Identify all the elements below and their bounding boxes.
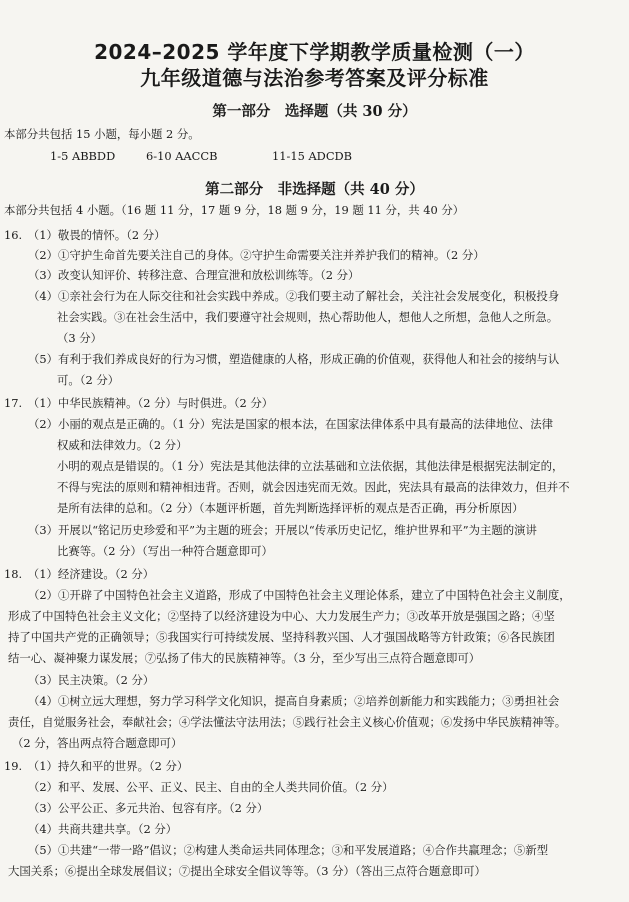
answer-line: 责任，自觉服务社会，奉献社会；④学法懂法守法用法；⑤践行社会主义核心价值观；⑥发扬中华民族精神等。 xyxy=(8,715,567,729)
answer-line: 17. （1）中华民族精神。（2 分）与时俱进。（2 分） xyxy=(4,396,274,410)
answer-line: 权威和法律效力。（2 分） xyxy=(57,438,188,452)
answer-line: （2）①守护生命首先要关注自己的身体。②守护生命需要关注并养护我们的精神。（2 分） xyxy=(28,248,485,262)
part1-intro: 本部分共包括 15 小题，每小题 2 分。 xyxy=(4,127,200,141)
document-title-line1: 2024–2025 学年度下学期教学质量检测（一） xyxy=(94,40,535,64)
part1-answers-6-10: 6-10 AACCB xyxy=(146,149,218,163)
answer-line: （2 分，答出两点符合题意即可） xyxy=(12,736,183,750)
answer-line: 小明的观点是错误的。（1 分）宪法是其他法律的立法基础和立法依据，其他法律是根据宪法制定的， xyxy=(57,459,564,473)
answer-line: 18. （1）经济建设。（2 分） xyxy=(4,567,155,581)
answer-line: 可。（2 分） xyxy=(57,373,120,387)
part1-answers-1-5: 1-5 ABBDD xyxy=(50,149,116,163)
answer-line: （3）改变认知评价、转移注意、合理宣泄和放松训练等。（2 分） xyxy=(28,268,360,282)
answer-line: （3 分） xyxy=(57,331,103,345)
answer-line: （3）公平公正、多元共治、包容有序。（2 分） xyxy=(28,801,269,815)
part2-heading: 第二部分 非选择题（共 40 分） xyxy=(205,181,424,198)
answer-line: （4）共商共建共享。（2 分） xyxy=(28,822,178,836)
document-title-line2: 九年级道德与法治参考答案及评分标准 xyxy=(140,66,489,90)
answer-line: 持了中国共产党的正确领导；⑤我国实行可持续发展、坚持科教兴国、人才强国战略等方针政策；⑥各民族团 xyxy=(8,630,555,644)
answer-line: 19. （1）持久和平的世界。（2 分） xyxy=(4,759,189,773)
answer-line: （2）小丽的观点是正确的。（1 分）宪法是国家的根本法，在国家法律体系中具有最高的法律地位、法律 xyxy=(28,417,553,431)
answer-line: 不得与宪法的原则和精神相违背。否则，就会因违宪而无效。因此，宪法具有最高的法律效力，但并不 xyxy=(57,480,570,494)
answer-line: 16. （1）敬畏的情怀。（2 分） xyxy=(4,228,166,242)
answer-line: （4）①亲社会行为在人际交往和社会实践中养成。②我们要主动了解社会，关注社会发展变化，积极投身 xyxy=(28,289,560,303)
answer-line: （5）①共建“一带一路”倡议；②构建人类命运共同体理念；③和平发展道路；④合作共赢理念；⑤新型 xyxy=(28,843,549,857)
answer-line: 比赛等。（2 分）（写出一种符合题意即可） xyxy=(57,544,273,558)
answer-line: （3）开展以“铭记历史珍爱和平”为主题的班会；开展以“传承历史记忆，维护世界和平”为主题的演讲 xyxy=(28,523,537,537)
part1-answers-11-15: 11-15 ADCDB xyxy=(272,149,353,163)
answer-line: （3）民主决策。（2 分） xyxy=(28,673,155,687)
answer-line: （2）①开辟了中国特色社会主义道路，形成了中国特色社会主义理论体系，建立了中国特色社会主义制度， xyxy=(28,588,571,602)
answer-line: 是所有法律的总和。（2 分）（本题评析题，首先判断选择评析的观点是否正确，再分析原因） xyxy=(57,501,524,515)
part2-intro: 本部分共包括 4 小题。（16 题 11 分，17 题 9 分，18 题 9 分，19 题 11 分，共 40 分） xyxy=(4,203,465,217)
answer-line: （5）有利于我们养成良好的行为习惯，塑造健康的人格，形成正确的价值观，获得他人和社会的接纳与认 xyxy=(28,352,560,366)
answer-line: （2）和平、发展、公平、正义、民主、自由的全人类共同价值。（2 分） xyxy=(28,780,394,794)
part1-heading: 第一部分 选择题（共 30 分） xyxy=(212,103,417,120)
answer-line: 结一心、凝神聚力谋发展；⑦弘扬了伟大的民族精神等。（3 分，至少写出三点符合题意即可） xyxy=(8,651,481,665)
answer-line: 大国关系；⑥提出全球发展倡议；⑦提出全球安全倡议等等。（3 分）（答出三点符合题意即可） xyxy=(8,864,486,878)
answer-line: 形成了中国特色社会主义文化；②坚持了以经济建设为中心、大力发展生产力；③改革开放是强国之路；④坚 xyxy=(8,609,555,623)
answer-line: 社会实践。③在社会生活中，我们要遵守社会规则，热心帮助他人，想他人之所想，急他人之所急。 xyxy=(57,310,559,324)
answer-line: （4）①树立远大理想，努力学习科学文化知识，提高自身素质；②培养创新能力和实践能力；③勇担社会 xyxy=(28,694,560,708)
